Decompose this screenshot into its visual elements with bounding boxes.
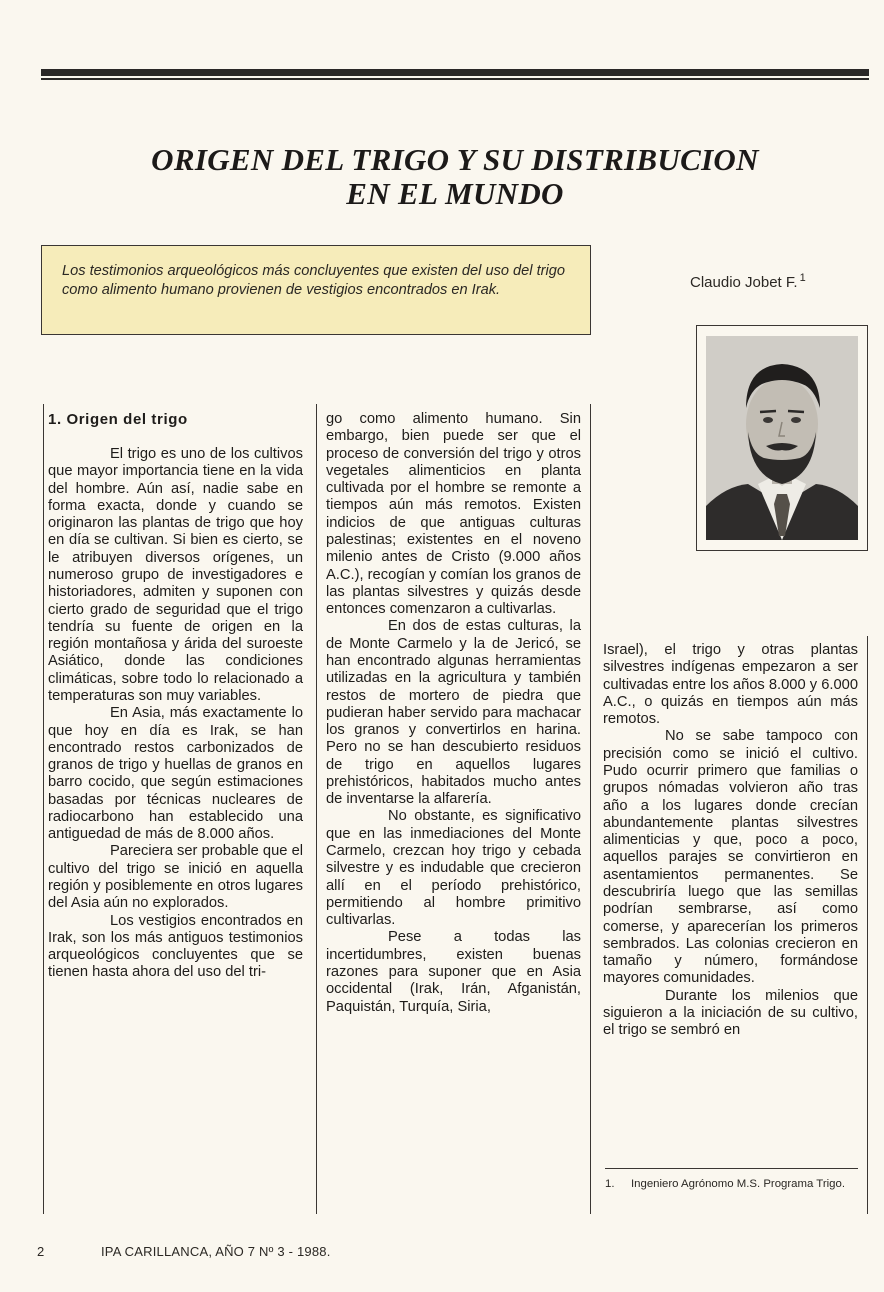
footnote-text: Ingeniero Agrónomo M.S. Programa Trigo. bbox=[631, 1178, 845, 1190]
header-rule-thick bbox=[41, 69, 869, 76]
footnote-rule bbox=[605, 1168, 858, 1169]
paragraph: Pese a todas las incertidumbres, existen buenas razones para suponer que en Asia occidental (Irak, Irán, Afganistán, Paquistán, Turquía, Siria, bbox=[326, 929, 581, 1015]
article-title bbox=[41, 143, 869, 211]
abstract-box bbox=[41, 245, 591, 335]
text-column-3 bbox=[603, 642, 858, 1039]
author-footnote-mark: 1 bbox=[799, 272, 806, 284]
column-divider-right bbox=[590, 404, 591, 1214]
column-divider-left bbox=[43, 404, 44, 1214]
paragraph: Israel), el trigo y otras plantas silvestres indígenas empezaron a ser cultivadas entre los años 8.000 y 6.000 A.C., o quizás en tiempos aún más remotos. bbox=[603, 642, 858, 728]
paragraph: En dos de estas culturas, la de Monte Carmelo y la de Jericó, se han encontrado algunas herramientas utilizadas en la agricultura y también restos de mortero de piedra que pudieran haber servido para machacar los granos y convertirlos en harina. Pero no se han descubierto residuos de trigo en aquellos lugares prehistóricos, habitados mucho antes de inventarse la alfarería. bbox=[326, 618, 581, 808]
running-footer: IPA CARILLANCA, AÑO 7 Nº 3 - 1988. bbox=[101, 1244, 331, 1259]
paragraph: Los vestigios encontrados en Irak, son los más antiguos testimonios arqueológicos concluyentes que se tienen hasta ahora del uso del tri- bbox=[48, 912, 303, 981]
footnote-number: 1. bbox=[605, 1178, 615, 1190]
text-column-2 bbox=[326, 411, 581, 1016]
author-byline bbox=[690, 272, 806, 291]
author-photo-frame bbox=[696, 325, 868, 551]
paragraph: No se sabe tampoco con precisión como se inició el cultivo. Pudo ocurrir primero que familias o grupos nómadas volvieron año tras año a los lugares donde crecían abundantemente plantas silvestres alimenticias y que, poco a poco, aquellos parajes se convirtieron en asentamientos permanentes. Se descubriría luego que las semillas podrían sembrarse, así como comerse, y aparecerían los primeros sembrados. Las colonias crecieron en tamaño y número, formándose mayores comunidades. bbox=[603, 728, 858, 987]
column-divider-mid bbox=[316, 404, 317, 1214]
author-portrait bbox=[706, 336, 858, 540]
header-rule-thin bbox=[41, 78, 869, 80]
section-heading: 1. Origen del trigo bbox=[48, 411, 188, 428]
text-column-1 bbox=[48, 411, 303, 982]
page-number: 2 bbox=[37, 1244, 45, 1259]
title-line-1: ORIGEN DEL TRIGO Y SU DISTRIBUCION bbox=[151, 142, 759, 177]
footnote bbox=[605, 1178, 860, 1191]
author-name: Claudio Jobet F. bbox=[690, 274, 798, 291]
paragraph: Pareciera ser probable que el cultivo del trigo se inició en aquella región y posiblemente en otros lugares del Asia aún no explorados. bbox=[48, 843, 303, 912]
paragraph: go como alimento humano. Sin embargo, bien puede ser que el proceso de conversión del trigo y otros vegetales alimenticios en planta cultivada por el hombre se remonte a tiempos aún más remotos. Existen indicios de que antiguas culturas palestinas; existentes en el noveno milenio antes de Cristo (9.000 años A.C.), recogían y comían los granos de las plantas silvestres y quizás desde entonces comenzaron a cultivarlas. bbox=[326, 411, 581, 618]
paragraph: En Asia, más exactamente lo que hoy en día es Irak, se han encontrado restos carbonizados de granos de trigo y huellas de granos en barro cocido, que según estimaciones basadas por técnicas nucleares de radiocarbono han establecido una antiguedad de más de 8.000 años. bbox=[48, 705, 303, 843]
paragraph: No obstante, es significativo que en las inmediaciones del Monte Carmelo, crezcan hoy trigo y cebada silvestre y es indudable que crecieron allí en el período prehistórico, permitiendo al hombre primitivo cultivarlas. bbox=[326, 808, 581, 929]
paragraph: El trigo es uno de los cultivos que mayor importancia tiene en la vida del hombre. Aún así, nadie sabe en forma exacta, donde y cuando se originaron las plantas de trigo que hoy en día se cultivan. Si bien es cierto, se le atribuyen diversos orígenes, un numeroso grupo de investigadores e historiadores, admiten y suponen con cierto grado de seguridad que el trigo tendría su fuente de origen en la región montañosa y árida del suroeste Asiático, donde las condiciones climáticas, sobre todo lo relacionado a temperaturas son muy variables. bbox=[48, 446, 303, 704]
title-line-2: EN EL MUNDO bbox=[346, 176, 564, 211]
abstract-text: Los testimonios arqueológicos más concluyentes que existen del uso del trigo como alimento humano provienen de vestigios encontrados en Irak. bbox=[62, 263, 565, 298]
column-divider-far-right bbox=[867, 636, 868, 1214]
paragraph: Durante los milenios que siguieron a la iniciación de su cultivo, el trigo se sembró en bbox=[603, 987, 858, 1039]
